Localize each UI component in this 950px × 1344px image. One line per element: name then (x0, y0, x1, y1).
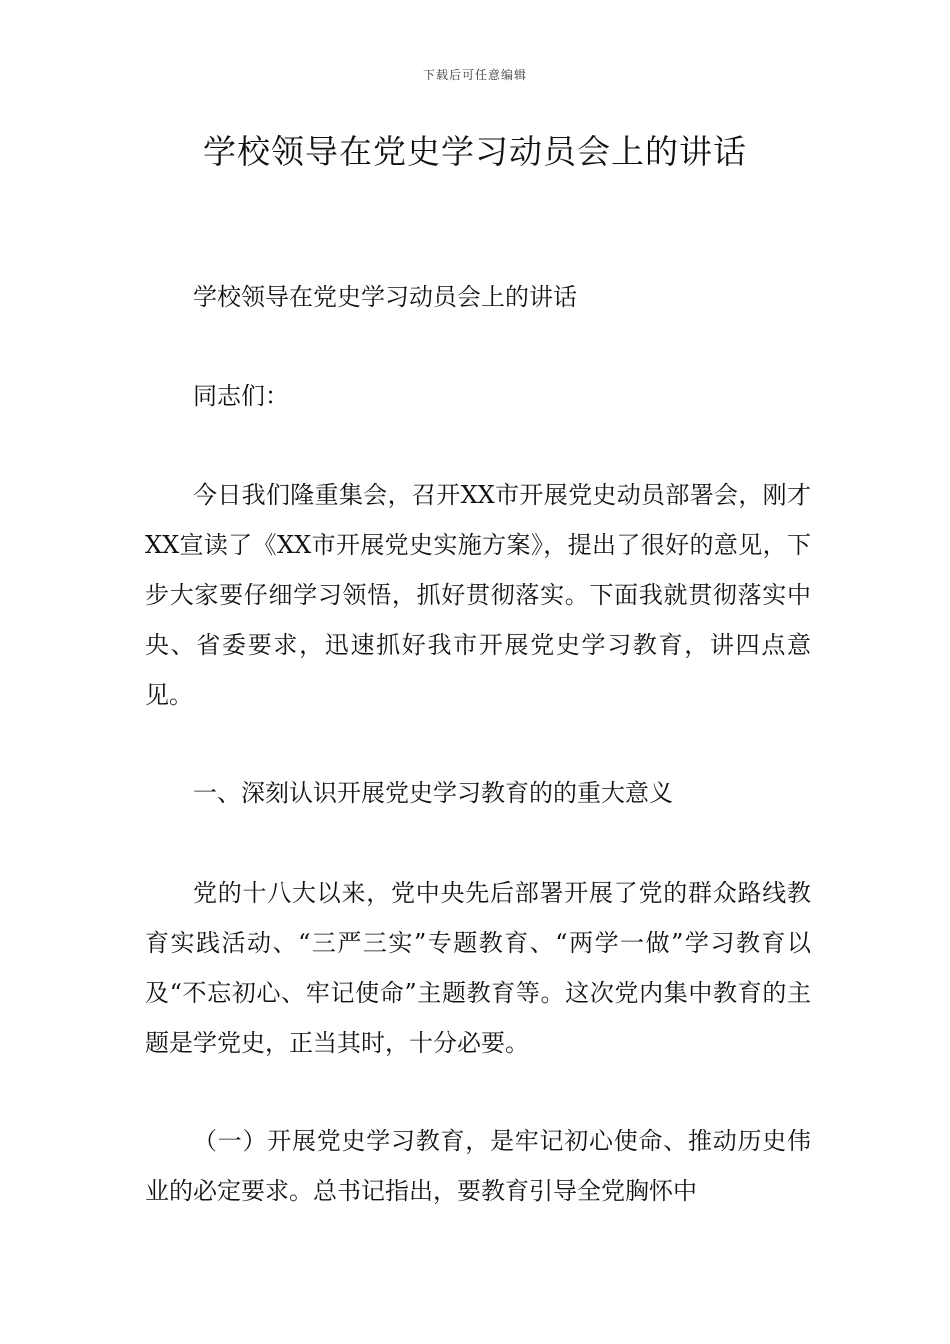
document-title: 学校领导在党史学习动员会上的讲话 (203, 132, 747, 171)
header-note: 下载后可任意编辑 (422, 68, 527, 82)
paragraph: 今日我们隆重集会，召开XX市开展党史动员部署会，刚才XX宣读了《XX市开展党史实施方案》，提出了很好的意见，下步大家要仔细学习领悟，抓好贯彻落实。下面我就贯彻落实中央、省委要求，迅速抓好我市开展党史学习教育，讲四点意见。 (145, 481, 811, 709)
section-heading: 一、深刻认识开展党史学习教育的的重大意义 (193, 779, 673, 807)
paragraph: （一）开展党史学习教育，是牢记初心使命、推动历史伟业的必定要求。总书记指出，要教育引导全党胸怀中 (145, 1127, 811, 1205)
greeting: 同志们： (193, 382, 289, 410)
document-subtitle: 学校领导在党史学习动员会上的讲话 (193, 283, 577, 311)
paragraph: 党的十八大以来，党中央先后部署开展了党的群众路线教育实践活动、“三严三实”专题教育、“两学一做”学习教育以及“不忘初心、牢记使命”主题教育等。这次党内集中教育的主题是学党史，正当其时，十分必要。 (145, 879, 811, 1057)
